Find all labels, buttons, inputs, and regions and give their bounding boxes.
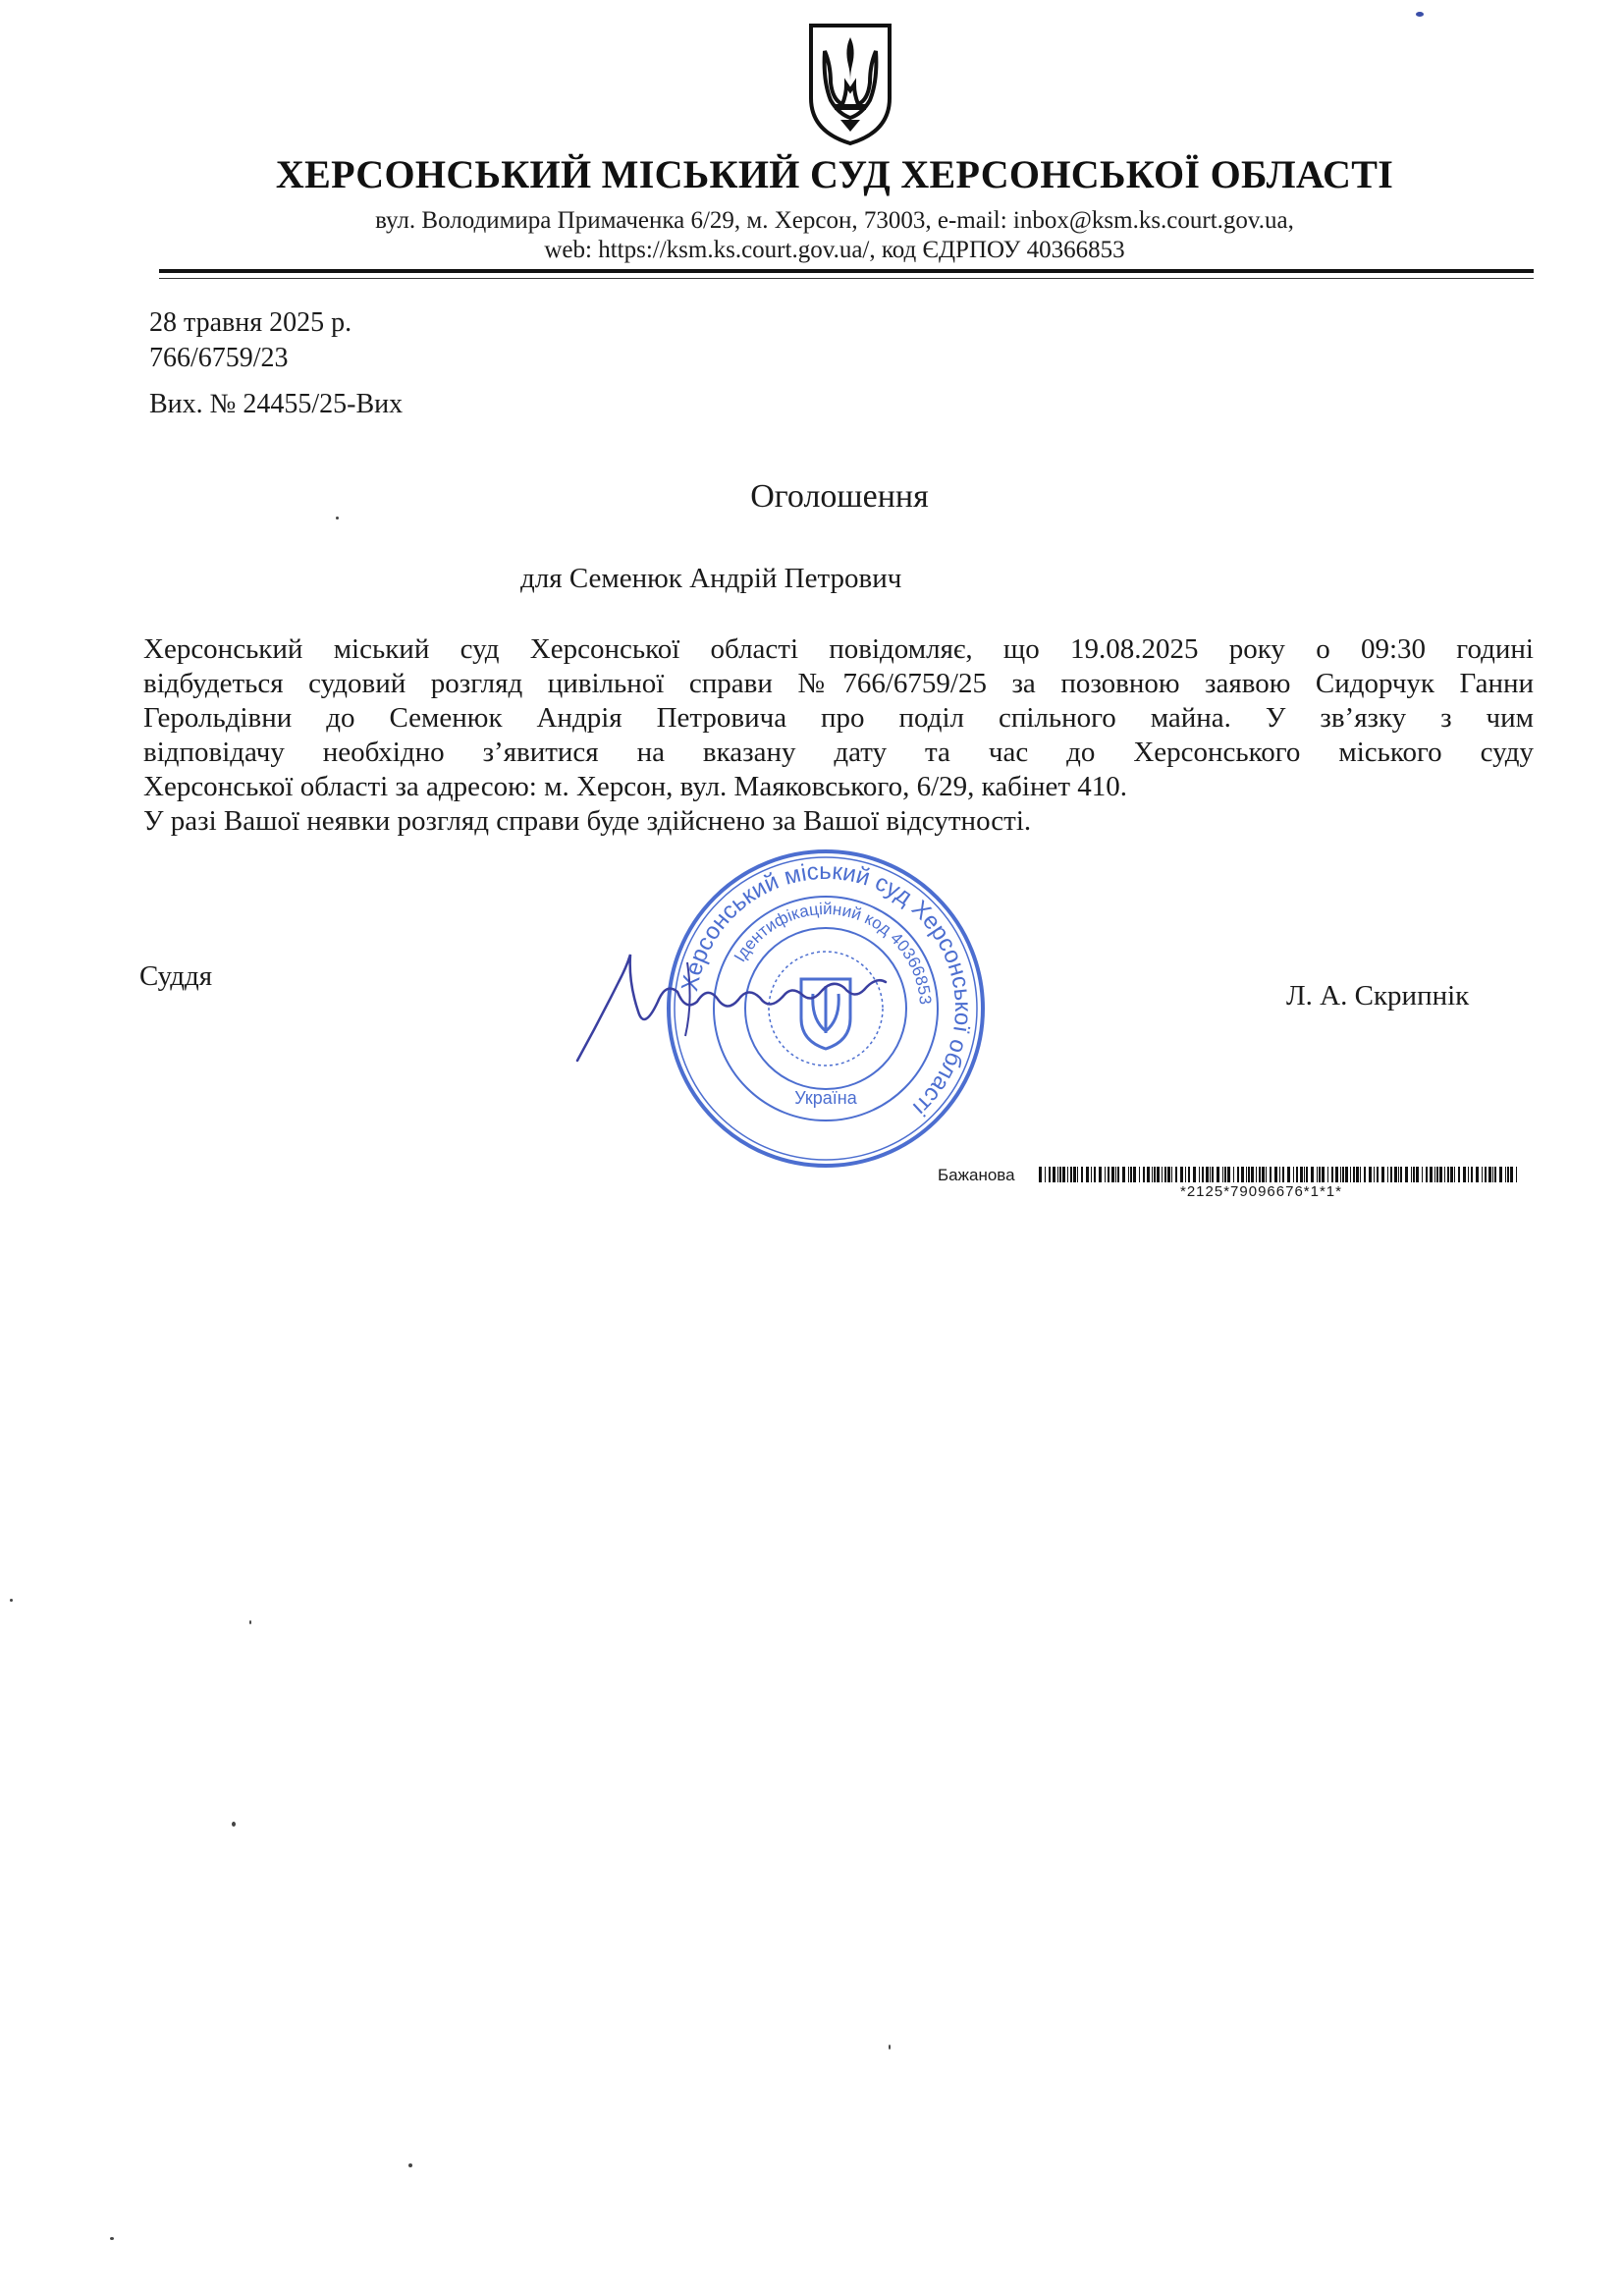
barcode-bar (1353, 1167, 1355, 1182)
barcode-bar (1507, 1167, 1509, 1182)
barcode-bar (1227, 1167, 1230, 1182)
barcode-bar (1164, 1167, 1166, 1182)
barcode-bar (1430, 1167, 1433, 1182)
body-line: Херсонської області за адресою: м. Херсон, вул. Маяковського, 6/29, кабінет 410. (143, 771, 1128, 802)
scan-speck (232, 1822, 236, 1827)
barcode-bar (1053, 1167, 1055, 1182)
outgoing-number: Вих. № 24455/25-Вих (149, 389, 404, 419)
scan-speck (110, 2237, 114, 2240)
barcode-bar (1482, 1167, 1483, 1182)
barcode-bar (1331, 1167, 1333, 1182)
barcode-bar (1416, 1167, 1419, 1182)
barcode-bar (1311, 1167, 1314, 1182)
barcode-bar (1300, 1167, 1303, 1182)
stamp-country: Україна (794, 1088, 857, 1108)
barcode-bar (1162, 1167, 1163, 1182)
document-barcode (1039, 1167, 1522, 1182)
barcode-bar (1439, 1167, 1442, 1182)
barcode-bar (1492, 1167, 1493, 1182)
barcode-bar (1390, 1167, 1392, 1182)
barcode-bar (1222, 1167, 1223, 1182)
barcode-bar (1411, 1167, 1412, 1182)
barcode-bar (1360, 1167, 1361, 1182)
barcode-bar (1335, 1167, 1338, 1182)
barcode-bar (1108, 1167, 1109, 1182)
barcode-bar (1073, 1167, 1076, 1182)
stamp-outer-text: Херсонський міський суд Херсонської області (676, 857, 977, 1121)
barcode-bar (1387, 1167, 1388, 1182)
barcode-bar (1206, 1167, 1209, 1182)
barcode-bar (1199, 1167, 1200, 1182)
barcode-bar (1217, 1167, 1219, 1182)
barcode-bar (1246, 1167, 1247, 1182)
barcode-bar (1167, 1167, 1170, 1182)
barcode-bar (1233, 1167, 1234, 1182)
header-divider (159, 269, 1534, 273)
barcode-bar (1369, 1167, 1372, 1182)
barcode-bar (1147, 1167, 1150, 1182)
barcode-bar (1099, 1167, 1102, 1182)
barcode-bar (1157, 1167, 1160, 1182)
body-line: відбудеться судовий розгляд цивільної справи №766/6759/25 за позовною заявою Сидорчук Ганни (143, 668, 1534, 699)
barcode-bar (1086, 1167, 1089, 1182)
scan-speck (249, 1620, 251, 1624)
barcode-bar (1374, 1167, 1375, 1182)
barcode-bar (1400, 1167, 1402, 1182)
barcode-bar (1111, 1167, 1114, 1182)
barcode-bar (1405, 1167, 1408, 1182)
barcode-bar (1130, 1167, 1132, 1182)
barcode-bar (1062, 1167, 1065, 1182)
barcode-bar (1279, 1167, 1280, 1182)
barcode-bar (1117, 1167, 1119, 1182)
barcode-bar (1458, 1167, 1460, 1182)
barcode-bar (1256, 1167, 1257, 1182)
scan-speck (1416, 12, 1424, 17)
barcode-bar (1398, 1167, 1399, 1182)
judge-name: Л. А. Скрипнік (1286, 980, 1470, 1011)
scan-speck (889, 2045, 891, 2050)
barcode-bar (1463, 1167, 1466, 1182)
barcode-bar (1133, 1167, 1136, 1182)
barcode-bar (1270, 1167, 1271, 1182)
barcode-bar (1516, 1167, 1517, 1182)
barcode-bar (1293, 1167, 1294, 1182)
judge-label: Суддя (139, 960, 213, 992)
barcode-bar (1471, 1167, 1473, 1182)
document-title: Оголошення (750, 478, 929, 515)
barcode-bar (1381, 1167, 1384, 1182)
barcode-bar (1476, 1167, 1479, 1182)
barcode-bar (1319, 1167, 1321, 1182)
barcode-bar (1180, 1167, 1183, 1182)
barcode-bar (1377, 1167, 1379, 1182)
scan-speck (336, 517, 339, 519)
barcode-bar (1154, 1167, 1156, 1182)
notice-body (143, 632, 1534, 839)
barcode-bar (1202, 1167, 1204, 1182)
barcode-bar (1287, 1167, 1290, 1182)
barcode-bar (1350, 1167, 1351, 1182)
barcode-bar (1139, 1167, 1140, 1182)
barcode-bar (1122, 1167, 1125, 1182)
barcode-bar (1266, 1167, 1267, 1182)
barcode-bar (1434, 1167, 1435, 1182)
barcode-bar (1143, 1167, 1145, 1182)
barcode-bar (1171, 1167, 1172, 1182)
court-address: вул. Володимира Примаченка 6/29, м. Херсон, 73003, e-mail: inbox@ksm.ks.court.gov.ua, (375, 207, 1294, 234)
barcode-bar (1105, 1167, 1106, 1182)
barcode-bar (1045, 1167, 1046, 1182)
barcode-bar (1282, 1167, 1284, 1182)
barcode-bar (1067, 1167, 1068, 1182)
barcode-bar (1364, 1167, 1366, 1182)
stamp-inner-text: Ідентифікаційний код 40366853 (730, 899, 935, 1006)
barcode-number: *2125*79096676*1*1* (1180, 1183, 1342, 1200)
barcode-bar (1450, 1167, 1453, 1182)
scan-speck (10, 1599, 13, 1602)
barcode-bar (1485, 1167, 1487, 1182)
document-date: 28 травня 2025 р. (149, 307, 352, 338)
barcode-bar (1210, 1167, 1211, 1182)
barcode-bar (1342, 1167, 1344, 1182)
barcode-bar (1175, 1167, 1177, 1182)
barcode-bar (1426, 1167, 1428, 1182)
barcode-bar (1212, 1167, 1214, 1182)
barcode-bar (1422, 1167, 1423, 1182)
barcode-bar (1049, 1167, 1051, 1182)
barcode-bar (1081, 1167, 1083, 1182)
barcode-bar (1356, 1167, 1359, 1182)
barcode-bar (1505, 1167, 1506, 1182)
barcode-bar (1304, 1167, 1305, 1182)
barcode-bar (1340, 1167, 1341, 1182)
barcode-bar (1077, 1167, 1078, 1182)
barcode-bar (1185, 1167, 1186, 1182)
barcode-bar (1057, 1167, 1058, 1182)
court-web-and-code: web: https://ksm.ks.court.gov.ua/, код ЄДРПОУ 40366853 (544, 237, 1125, 263)
barcode-bar (1413, 1167, 1415, 1182)
barcode-bar (1039, 1167, 1042, 1182)
barcode-bar (1345, 1167, 1348, 1182)
barcode-bar (1317, 1167, 1318, 1182)
barcode-bar (1296, 1167, 1298, 1182)
barcode-bar (1454, 1167, 1455, 1182)
barcode-bar (1237, 1167, 1239, 1182)
scan-speck (408, 2163, 412, 2167)
barcode-bar (1070, 1167, 1072, 1182)
barcode-bar (1059, 1167, 1061, 1182)
barcode-bar (1259, 1167, 1261, 1182)
coat-of-arms-icon (805, 22, 895, 147)
barcode-bar (1394, 1167, 1397, 1182)
executor-name: Бажанова (938, 1166, 1015, 1184)
header-divider-thin (159, 278, 1534, 279)
barcode-bar (1128, 1167, 1129, 1182)
case-number: 766/6759/23 (149, 343, 289, 373)
barcode-bar (1444, 1167, 1445, 1182)
barcode-bar (1322, 1167, 1325, 1182)
barcode-bar (1094, 1167, 1096, 1182)
barcode-bar (1248, 1167, 1250, 1182)
barcode-bar (1152, 1167, 1153, 1182)
body-line: Херсонський міський суд Херсонської області повідомляє, що 19.08.2025 року о 09:30 годині (143, 633, 1534, 665)
barcode-bar (1494, 1167, 1496, 1182)
court-title: ХЕРСОНСЬКИЙ МІСЬКИЙ СУД ХЕРСОНСЬКОЇ ОБЛАСТІ (275, 152, 1394, 196)
barcode-bar (1224, 1167, 1226, 1182)
body-line: Герольдівни до Семенюк Андрія Петровича про поділ спільного майна. У зв’язку з чим (143, 702, 1534, 734)
barcode-bar (1488, 1167, 1491, 1182)
recipient: для Семенюк Андрій Петрович (520, 563, 902, 594)
barcode-bar (1436, 1167, 1438, 1182)
judge-signature (569, 943, 982, 1070)
barcode-bar (1188, 1167, 1190, 1182)
barcode-bar (1447, 1167, 1449, 1182)
barcode-bar (1241, 1167, 1244, 1182)
barcode-bar (1468, 1167, 1469, 1182)
barcode-bar (1306, 1167, 1308, 1182)
barcode-bar (1115, 1167, 1116, 1182)
barcode-bar (1510, 1167, 1513, 1182)
barcode-bar (1262, 1167, 1265, 1182)
barcode-bar (1091, 1167, 1092, 1182)
barcode-bar (1251, 1167, 1254, 1182)
barcode-bar (1327, 1167, 1328, 1182)
barcode-bar (1193, 1167, 1196, 1182)
body-line: відповідачу необхідно з’явитися на вказану дату та час до Херсонського міського суду (143, 737, 1534, 768)
barcode-bar (1499, 1167, 1502, 1182)
body-line: У разі Вашої неявки розгляд справи буде здійснено за Вашої відсутності. (143, 805, 1032, 837)
barcode-bar (1274, 1167, 1277, 1182)
